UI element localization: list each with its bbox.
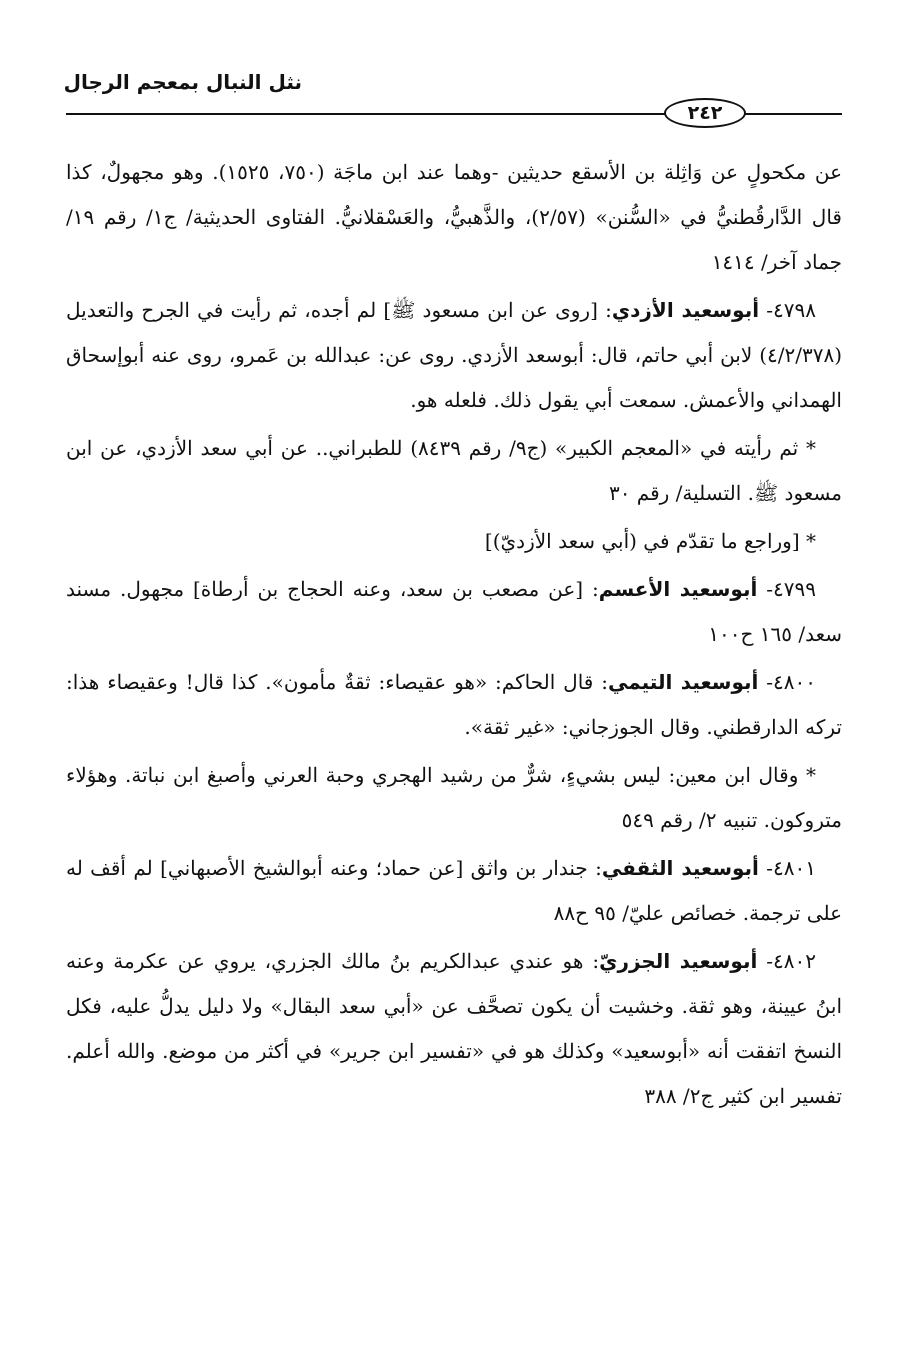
running-header-title: نثل النبال بمعجم الرجال xyxy=(63,70,302,94)
entry-number: ٤٧٩٩- xyxy=(766,577,816,601)
entry-text: : [عن مصعب بن سعد، وعنه الحجاج بن أرطاة] مجهول. مسند سعد/ ١٦٥ ح١٠٠ xyxy=(66,577,842,646)
entry-text: : [روى عن ابن مسعود ﷺ] لم أجده، ثم رأيت في الجرح والتعديل (٤/٢/٣٧٨) لابن أبي حاتم، قال: أبوسعد الأزدي. روى عن: عبدالله بن عَمرو، روى عنه أبوإسحاق الهمداني والأعمش. سمعت أبي يقول ذلك. فلعله هو. xyxy=(66,298,842,412)
entry-number: ٤٨٠٠- xyxy=(766,670,816,694)
entry-name: أبوسعيد الأعسم xyxy=(598,577,758,601)
entry-name: أبوسعيد الجزريّ xyxy=(599,949,758,973)
entry-text: : هو عندي عبدالكريم بنُ مالك الجزري، يروي عن عكرمة وعنه ابنُ عيينة، وهو ثقة. وخشيت أن يكون تصحَّف عن «أبي سعد البقال» ولا دليل يدلُّ عليه، فكل النسخ اتفقت أنه «أبوسعيد» وكذلك هو في «تفسير ابن جرير» في أكثر من موضع. والله أعلم. تفسير ابن كثير ج٢/ ٣٨٨ xyxy=(66,949,842,1108)
entry-4801 xyxy=(66,846,842,936)
entry-4799 xyxy=(66,567,842,657)
paragraph-text: عن مكحولٍ عن وَاثِلة بن الأسقع حديثين -وهما عند ابن ماجَة (٧٥٠، ١٥٢٥). وهو مجهولٌ، كذا قال الدَّارقُطنيُّ في «السُّنن» (٢/٥٧)، والذَّهبيُّ، والعَسْقلانيُّ. الفتاوى الحديثية/ ج١/ رقم ١٩/ جماد آخر/ ١٤١٤ xyxy=(66,160,843,274)
note-paragraph xyxy=(66,426,842,516)
note-paragraph xyxy=(66,753,842,843)
note-text: * وقال ابن معين: ليس بشيءٍ، شرٌّ من رشيد الهجري وحبة العرني وأصبغ ابن نباتة. وهؤلاء متروكون. تنبيه ٢/ رقم ٥٤٩ xyxy=(66,763,842,832)
main-text xyxy=(66,150,842,1122)
note-paragraph xyxy=(66,519,842,564)
note-text: * ثم رأيته في «المعجم الكبير» (ج٩/ رقم ٨٤٣٩) للطبراني.. عن أبي سعد الأزدي، عن ابن مسعود ﷺ. التسلية/ رقم ٣٠ xyxy=(66,436,842,505)
entry-number: ٤٧٩٨- xyxy=(766,298,817,322)
paragraph-continuation xyxy=(66,150,842,285)
entry-4800 xyxy=(66,660,842,750)
entry-name: أبوسعيد التيمي xyxy=(607,670,759,694)
entry-name: أبوسعيد الأزدي xyxy=(611,298,760,322)
entry-4802 xyxy=(66,939,842,1119)
entry-number: ٤٨٠٢- xyxy=(766,949,816,973)
entry-4798 xyxy=(66,288,842,423)
entry-number: ٤٨٠١- xyxy=(766,856,817,880)
page-number-badge: ٢٤٢ xyxy=(664,98,746,128)
entry-text: : جندار بن واثق [عن حماد؛ وعنه أبوالشيخ الأصبهاني] لم أقف له على ترجمة. خصائص عليّ/ ٩٥ ح٨٨ xyxy=(66,856,842,925)
entry-text: : قال الحاكم: «هو عقيصاء: ثقةٌ مأمون». كذا قال! وعقيصاء هذا: تركه الدارقطني. وقال الجوزجاني: «غير ثقة». xyxy=(66,670,842,739)
note-text: * [وراجع ما تقدّم في (أبي سعد الأزديّ)] xyxy=(484,529,816,553)
entry-name: أبوسعيد الثقفي xyxy=(601,856,759,880)
